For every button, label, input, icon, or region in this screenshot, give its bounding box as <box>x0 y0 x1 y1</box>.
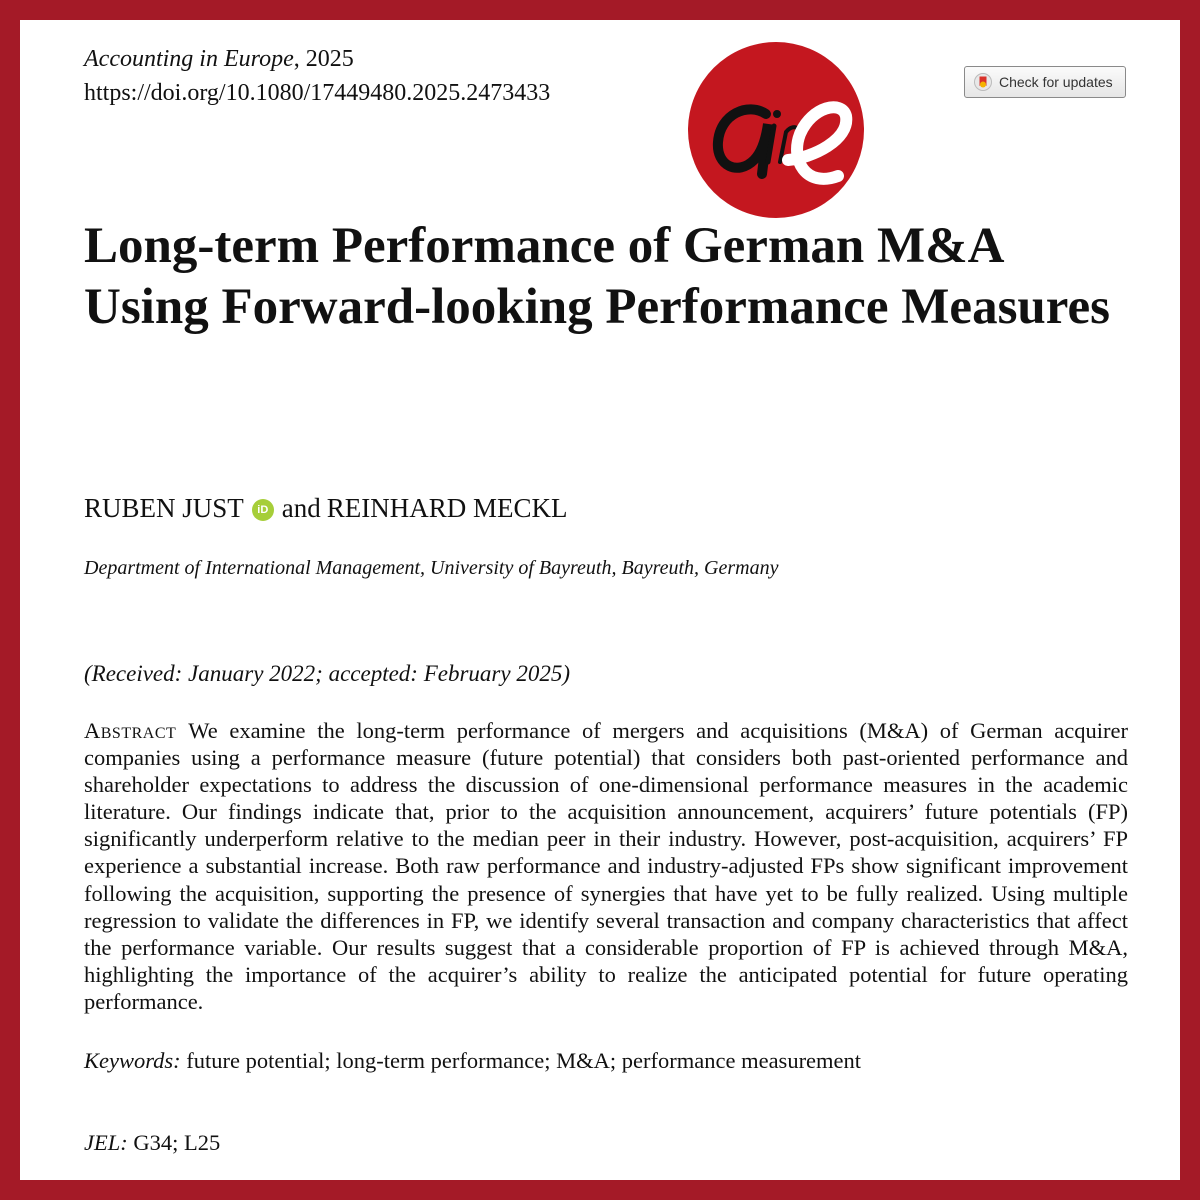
abstract-label: Abstract <box>84 718 177 743</box>
jel-codes <box>84 1128 220 1158</box>
journal-name: Accounting in Europe <box>84 46 294 72</box>
affiliation: Department of International Management, University of Bayreuth, Bayreuth, Germany <box>84 557 779 579</box>
author-conjunction: and <box>281 493 321 523</box>
journal-citation <box>84 42 354 76</box>
abstract-text: We examine the long-term performance of mergers and acquisitions (M&A) of German acquirer companies using a performance measure (future potential) that considers both past-oriented performance and shareholder expectations to address the discussion of one-dimensional performance measures in the academic literature. Our findings indicate that, prior to the acquisition announcement, acquirers’ future potentials (FP) significantly underperform relative to the median peer in their industry. However, post-acquisition, acquirers’ FP experience a substantial increase. Both raw performance and industry-adjusted FPs show significant improvement following the acquisition, supporting the presence of synergies that have yet to be fully realized. Using multiple regression to validate the differences in FP, we identify several transaction and company characteristics that affect the performance variable. Our results suggest that a considerable proportion of FP is achieved through M&A, highlighting the importance of the acquirer’s ability to realize the anticipated potential for future operating performance. <box>84 718 1128 1014</box>
crossmark-icon <box>974 73 992 91</box>
check-for-updates-button[interactable] <box>964 66 1126 98</box>
author-line <box>84 490 568 526</box>
keywords-label: Keywords: <box>84 1048 181 1073</box>
article-title: Long-term Performance of German M&A Using Forward-looking Performance Measures <box>84 218 1110 335</box>
jel-text: G34; L25 <box>133 1130 221 1155</box>
jel-label: JEL: <box>84 1130 128 1155</box>
journal-year: , 2025 <box>293 46 354 72</box>
doi-link[interactable]: https://doi.org/10.1080/17449480.2025.2473433 <box>84 80 551 106</box>
keywords-text: future potential; long-term performance; M&A; performance measurement <box>186 1048 862 1073</box>
received-dates: (Received: January 2022; accepted: February 2025) <box>84 661 570 686</box>
author-name: REINHARD MECKL <box>326 493 568 523</box>
abstract <box>84 717 1128 1015</box>
journal-logo <box>688 42 864 218</box>
author-name: RUBEN JUST <box>84 493 244 523</box>
check-for-updates-label: Check for updates <box>999 74 1113 90</box>
orcid-icon[interactable]: iD <box>252 499 274 521</box>
keywords <box>84 1046 1128 1076</box>
article-first-page <box>20 20 1180 1180</box>
